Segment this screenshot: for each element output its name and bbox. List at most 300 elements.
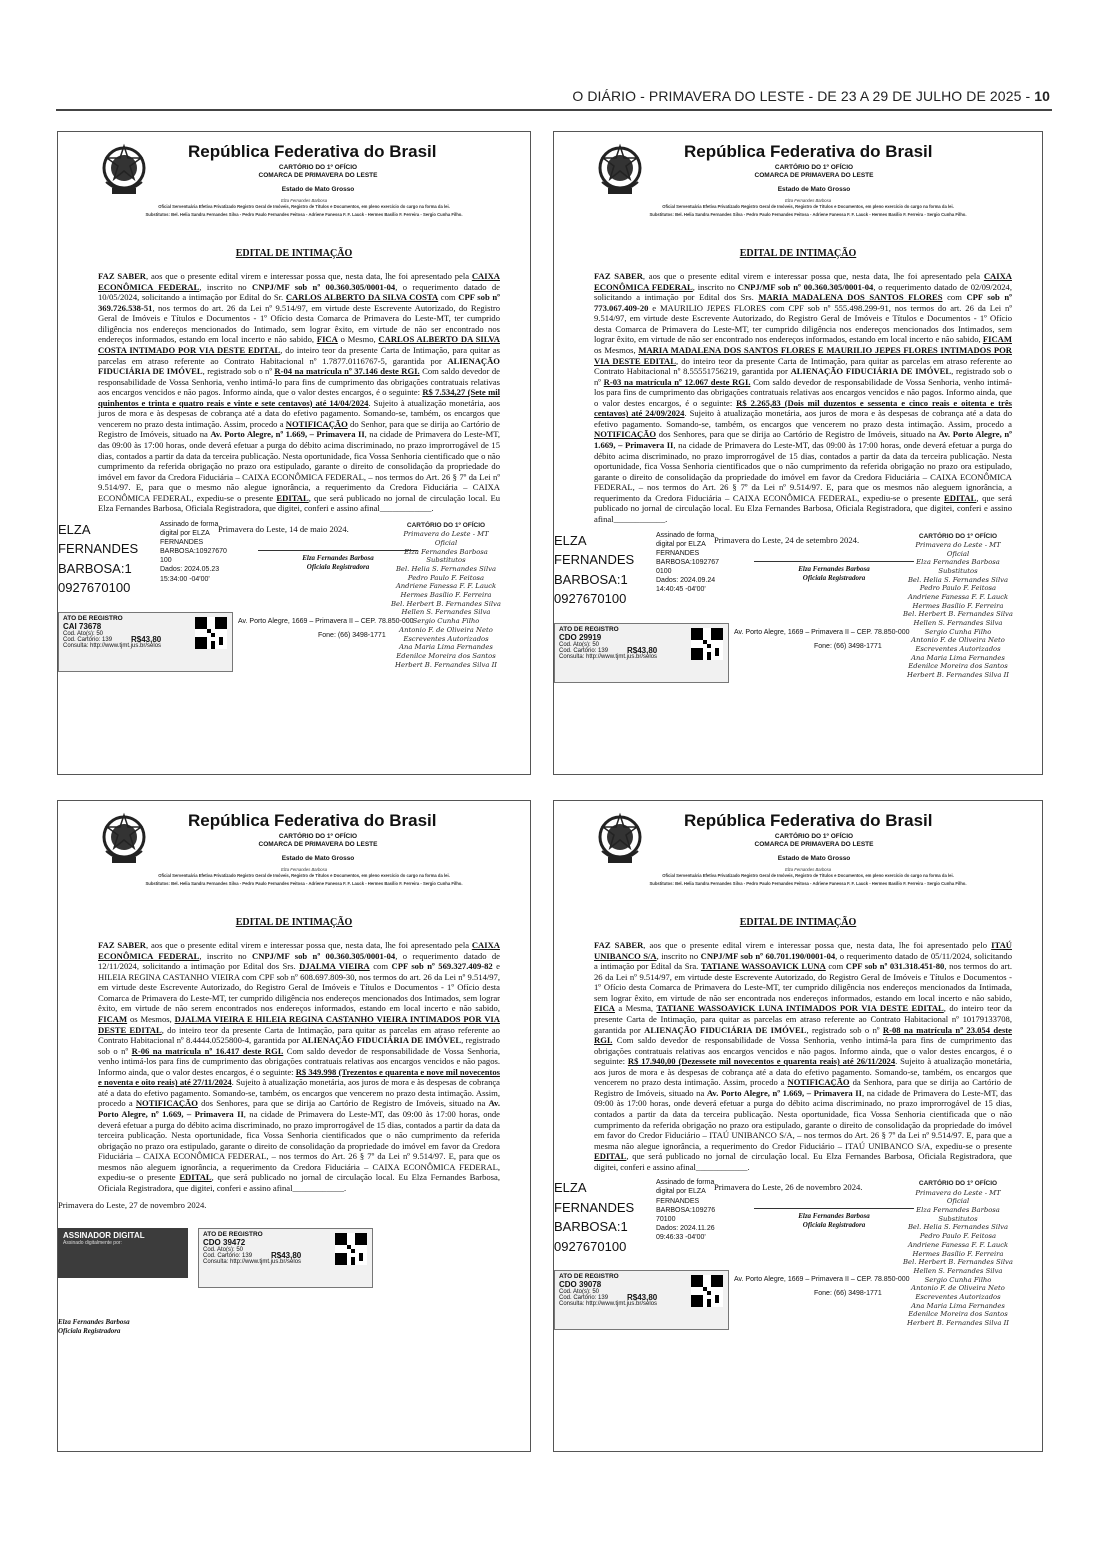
digital-detail-line: 100 — [160, 557, 172, 565]
letterhead-oficial-name: Elza Fernandes Barbosa — [280, 867, 328, 872]
digital-detail-line: Dados: 2024.09.24 — [656, 576, 716, 584]
letterhead-substitutos: Substitutos: Bel. Helia Sandra Fernandes Silva - Pedro Paulo Fernandes Feitosa - Adriene Fanessa F. F. Lauck - Hermes Basílio F. Ferreira - Sergio Cunha Filho. — [145, 212, 463, 217]
letterhead-oficial-name: Elza Fernandes Barbosa — [280, 198, 328, 203]
body-cnpj: CNPJ/MF sob nº 00.360.305/0001-04 — [251, 950, 396, 961]
cartorio-address: Av. Porto Alegre, 1669 – Primavera II – CEP. 78.850-000 — [734, 628, 910, 636]
body-cpf: CPF sob nº 773.067.409-20 — [594, 292, 1012, 313]
body-matricula: R-08 na matrícula nº 23.054 deste RGI. — [594, 1024, 1012, 1046]
body-segment: , do inteiro teor da presente Carta de Intimação, para quitar as parcelas em atraso referente ao Contrato Habitacional nº 8.55551756219, garantida por — [594, 355, 1012, 377]
letterhead-estado: Estado de Mato Grosso — [777, 186, 851, 193]
stamp-line: Oficial — [434, 538, 458, 547]
body-faz-saber: FAZ SABER — [594, 271, 643, 281]
body-segment: Com saldo devedor de responsabilidade de Vossa Senhoria, venho intimá-los para fins de cumprimento das obrigações contratuais relativas aos encargos vencidos e não pagos. Informo ainda, que o valor destes encargos, é o seguinte: — [98, 1045, 500, 1077]
letterhead-cartorio: CARTÓRIO DO 1º OFÍCIO — [774, 164, 854, 171]
body-segment: . Sujeito à atualização monetária, aos juros de mora e às despesas de cobrança até a data do efetivo pagamento. Somando-se, também, os encargos que vencerem no prazo desta intimação. Assim, procedo a — [98, 397, 500, 429]
body-segment: os Mesmos, — [127, 1013, 175, 1024]
body-segment: da Senhora, para que se dirija ao Cartório de Registro de Imóveis, situado na — [594, 1077, 1012, 1098]
seal-code: CDO 29919 — [559, 632, 602, 642]
body-amount: R$ 2.265,83 (Dois mil duzentos e sessenta e cinco reais e oitenta e três centavos) até 24/09/2024 — [594, 397, 1012, 419]
stamp-line: Bel. Herbert B. Fernandes Silva — [903, 610, 1013, 619]
document-content — [58, 801, 530, 1350]
body-matricula: R-03 na matrícula nº 12.067 deste RGI. — [603, 376, 751, 387]
body-notificacao: NOTIFICAÇÃO — [787, 1077, 850, 1088]
seal-consulta[interactable]: Consulta: http://www.tjmt.jus.br/selos — [559, 1301, 658, 1308]
digital-name-line: ELZA — [58, 521, 91, 537]
seal-code: CDO 39078 — [559, 1280, 602, 1290]
body-segment: , do inteiro teor da presente Carta de Intimação, para quitar as parcelas em atraso referente ao Contrato Habitacional nº 10179133708, garantida por — [594, 1003, 1012, 1035]
letterhead-oficial-name: Elza Fernandes Barbosa — [784, 198, 832, 203]
seal-consulta[interactable]: Consulta: http://www.tjmt.jus.br/selos — [63, 642, 162, 649]
body-cnpj: CNPJ/MF sob nº 60.701.190/0001-04 — [700, 950, 836, 961]
cartorio-stamp — [376, 522, 516, 669]
stamp-line: Substitutos — [426, 556, 466, 565]
body-segment: e MAURILIO JEPES FLORES com CPF sob nº 555.498.299-91, nos termos do art. 26 da Lei nº 9.514/97, em virtude deste Escrevente Autorizado, do Registro Geral de Imóveis e Títulos e Documentos - 1º Ofício desta Comarca de Primavera do Leste-MT, ter cumprido diligência nos endereços mencionados dos Intimados, sem lograr êxito, em virtude de não ser encontrado nos endereços informados, estando em local incerto e não sabido, — [594, 302, 1012, 345]
stamp-line: Ana Maria Lima Fernandes — [399, 643, 493, 652]
body-segment: , do inteiro teor da presente Carta de Intimação, para quitar as parcelas em atraso referente ao Contrato Habitacional nº 8.4444.0525800-4, garantida por — [98, 1024, 500, 1046]
letterhead-cartorio: CARTÓRIO DO 1º OFÍCIO — [774, 833, 854, 840]
body-edital: EDITAL — [179, 1172, 212, 1183]
cartorio-address: Av. Porto Alegre, 1669 – Primavera II – CEP. 78.850-000 — [238, 617, 414, 625]
stamp-line: Sergio Cunha Filho — [924, 627, 992, 636]
stamp-head: CARTÓRIO DO 1º OFÍCIO — [918, 532, 998, 540]
digital-name-line: ELZA — [554, 532, 587, 548]
stamp-line: Elza Fernandes Barbosa — [916, 1206, 1000, 1215]
digital-detail-line: 09:46:33 -04'00' — [656, 1233, 706, 1241]
body-intimado: TATIANE WASSOAVICK LUNA INTIMADOS POR VIA DESTE EDITAL — [656, 1003, 944, 1014]
seal-consulta[interactable]: Consulta: http://www.tjmt.jus.br/selos — [559, 653, 658, 660]
letterhead-comarca: COMARCA DE PRIMAVERA DO LESTE — [258, 841, 378, 848]
letterhead-estado: Estado de Mato Grosso — [281, 855, 355, 862]
stamp-line: Herbert B. Fernandes Silva II — [907, 1319, 1009, 1327]
digital-detail-line: 70100 — [656, 1215, 676, 1223]
body-debtor: CARLOS ALBERTO DA SILVA COSTA — [285, 292, 439, 303]
digital-name-line: FERNANDES — [554, 552, 635, 567]
assinador-title: ASSINADOR DIGITAL — [63, 1230, 145, 1240]
body-cpf: CPF sob nº 369.726.538-51 — [98, 292, 500, 313]
digital-detail-line: 15:34:00 -04'00' — [160, 575, 210, 583]
digital-name-line: BARBOSA:1 — [58, 560, 132, 576]
digital-detail-line: FERNANDES — [656, 1197, 700, 1205]
body-creditor: CAIXA ECONÔMICA FEDERAL — [594, 271, 1012, 292]
letterhead-comarca: COMARCA DE PRIMAVERA DO LESTE — [258, 172, 378, 179]
digital-name-line: FERNANDES — [58, 541, 139, 557]
body-segment: Com saldo devedor de responsabilidade de Vossa Senhoria, venho intimá-los para fins de cumprimento das obrigações contratuais relativas aos encargos vencidos e não pagos. Informo ainda, que o valor destes encargos, é o seguinte: — [594, 376, 1012, 408]
digital-detail-line: Assinado de forma — [160, 520, 219, 528]
signature-role: Oficiala Registradora — [802, 573, 866, 582]
letterhead-title: República Federativa do Brasil — [188, 142, 437, 161]
body-segment: , registrado sob o nº — [98, 1035, 500, 1056]
body-debtor: MARIA MADALENA DOS SANTOS FLORES — [758, 292, 943, 303]
letterhead — [554, 801, 1042, 911]
edital-title: EDITAL DE INTIMAÇÃO — [739, 248, 857, 259]
stamp-line: Pedro Paulo F. Feitosa — [919, 584, 997, 593]
stamp-line: Sergio Cunha Filho — [924, 1275, 992, 1284]
body-intimado: MARIA MADALENA DOS SANTOS FLORES E MAURILIO JEPES FLORES INTIMADOS POR VIA DESTE EDITAL — [594, 344, 1012, 366]
body-segment: e HILEIA REGINA CASTANHO VIEIRA com CPF sob nº 608.697.809-30, nos termos do art. 26 da Lei nº 9.514/97, em virtude deste Escrevente Autorizado, do Registro Geral de Imóveis e Títulos e Documentos - 1º Ofício desta Comarca de Primavera do Leste-MT, ter cumprido diligência nos endereços mencionados dos Intimados, sem lograr êxito, em virtude de não serem encontrados nos endereços informados, estando em local incerto e não sabido, — [98, 961, 500, 1014]
body-amount: R$ 349.998 (Trezentos e quarenta e nove mil novecentos e noventa e oito reais) até 27/11/2024 — [98, 1066, 500, 1088]
body-matricula: R-06 na matrícula nº 16.417 deste RGI. — [131, 1045, 284, 1056]
body-creditor: CAIXA ECONÔMICA FEDERAL — [98, 271, 500, 292]
document-content — [554, 801, 1042, 1328]
letterhead — [58, 132, 530, 242]
cartorio-phone: Fone: (66) 3498-1771 — [814, 642, 882, 650]
stamp-line: Andriene Fanessa F. F. Lauck — [907, 592, 1009, 601]
body-intimado: CARLOS ALBERTO DA SILVA COSTA INTIMADO POR VIA DESTE EDITAL — [98, 334, 500, 355]
digital-signature-name — [58, 520, 138, 598]
seal-ato: ATO DE REGISTRO — [559, 1273, 619, 1281]
stamp-line: Herbert B. Fernandes Silva II — [395, 660, 497, 669]
body-segment: com — [942, 292, 967, 303]
stamp-line: Andriene Fanessa F. F. Lauck — [907, 1240, 1009, 1249]
letterhead-substitutos: Substitutos: Bel. Helia Sandra Fernandes Silva - Pedro Paulo Fernandes Feitosa - Adriene Fanessa F. F. Lauck - Hermes Basílio F. Ferreira - Sergio Cunha Filho. — [649, 881, 967, 886]
coat-of-arms-icon — [594, 142, 646, 198]
registry-seal — [554, 623, 729, 683]
body-faz-saber: FAZ SABER — [98, 271, 147, 281]
stamp-line: Bel. Helia S. Fernandes Silva — [395, 565, 497, 573]
edital-body — [98, 271, 500, 514]
body-notificacao: NOTIFICAÇÃO — [135, 1098, 198, 1109]
edital-body — [594, 940, 1012, 1172]
document-content — [58, 132, 530, 670]
signature-person: Elza Fernandes Barbosa — [58, 1317, 130, 1326]
digital-signature-details — [656, 1178, 715, 1242]
signature-role: Oficiala Registradora — [306, 563, 370, 572]
letterhead-title: República Federativa do Brasil — [684, 811, 933, 830]
signature-role: Oficiala Registradora — [58, 1326, 121, 1335]
digital-name-line: BARBOSA:1 — [554, 571, 628, 587]
stamp-line: Bel. Helia S. Fernandes Silva — [907, 575, 1009, 584]
stamp-line: Elza Fernandes Barbosa — [404, 547, 488, 556]
body-edital: EDITAL — [594, 1151, 627, 1162]
body-faz-saber: FAZ SABER — [98, 940, 147, 950]
body-matricula: R-04 na matrícula nº 37.146 deste RGI. — [274, 366, 420, 377]
body-segment: , nos termos do art. 26 da Lei nº 9.514/97, em virtude deste Escrevente Autorizado, do Registro Geral de Imóveis e Títulos e Documentos - 1º Ofício desta Comarca de Primavera do Leste-MT, ter cumprido diligência nos endereços mencionados do Intimado, sem lograr êxito, em virtude de não ser encontrado nos endereços informados, estando em local incerto e não sabido, — [98, 302, 500, 345]
seal-code: CDO 39472 — [203, 1237, 246, 1247]
digital-name-line: BARBOSA:1 — [554, 1219, 628, 1235]
digital-detail-line: Dados: 2024.05.23 — [160, 566, 220, 574]
body-segment: . Sujeito à atualização monetária, aos juros de mora e às despesas de cobrança até a data do efetivo pagamento. Somando-se, também, os encargos que vencerem no prazo desta intimação. Assim, procedo a — [594, 408, 1012, 429]
registry-seal — [198, 1228, 373, 1288]
digital-detail-line: Assinado de forma — [656, 531, 715, 539]
qr-code-icon — [335, 1233, 367, 1265]
body-fica: FICA — [316, 334, 338, 345]
stamp-line: Ana Maria Lima Fernandes — [911, 1301, 1005, 1310]
seal-code: CAI 73678 — [63, 621, 102, 631]
body-segment: , que será publicado no jornal de circulação local. Eu Elza Fernandes Barbosa, Oficiala Registradora, que digitei, conferi e assino afinal____________. — [98, 492, 500, 514]
digital-detail-line: Assinado de forma — [656, 1179, 715, 1187]
body-segment: , o requerimento datado de 05/11/2024, solicitando a intimação por Edital da Sra. — [594, 950, 1012, 972]
letterhead-estado: Estado de Mato Grosso — [777, 855, 851, 862]
body-fica: FICA — [594, 1003, 616, 1014]
stamp-line: Primavera do Leste - MT — [403, 530, 489, 539]
body-creditor: CAIXA ECONÔMICA FEDERAL — [98, 940, 500, 961]
digital-detail-line: Dados: 2024.11.26 — [656, 1224, 715, 1232]
body-segment: do Senhor, para que se dirija ao Cartório de Registro de Imóveis, situado na — [98, 418, 500, 440]
body-address: Av. Porto Alegre, nº 1.669, – Primavera II — [594, 429, 1012, 450]
digital-signature-name — [554, 1178, 634, 1256]
seal-value: R$43,80 — [627, 645, 658, 655]
seal-consulta[interactable]: Consulta: http://www.tjmt.jus.br/selos — [203, 1258, 302, 1265]
cartorio-phone: Fone: (66) 3498-1771 — [318, 631, 386, 639]
body-segment: Com saldo devedor de responsabilidade de Vossa Senhoria, venho intimá-la para fins de cumprimento das obrigações contratuais relativas aos encargos vencidos e não pagos. Informo ainda, que o valor destes encargos, é o seguinte: — [594, 1035, 1012, 1067]
body-edital: EDITAL — [944, 492, 977, 503]
seal-ato: ATO DE REGISTRO — [63, 614, 123, 622]
body-segment: , registrado sob o nº — [806, 1024, 883, 1035]
digital-detail-line: digital por ELZA — [160, 530, 210, 538]
letterhead-substitutos: Substitutos: Bel. Helia Sandra Fernandes Silva - Pedro Paulo Fernandes Feitosa - Adriene Fanessa F. F. Lauck - Hermes Basílio F. Ferreira - Sergio Cunha Filho. — [145, 881, 463, 886]
body-segment: , que será publicado no jornal de circulação local. Eu Elza Fernandes Barbosa, Oficiala Registradora, que digitei, conferi e assino afinal____________. — [98, 1172, 500, 1193]
body-amount: R$ 17.940,00 (Dezessete mil novecentos e quarenta reais) até 26/11/2024 — [627, 1056, 896, 1067]
letterhead-comarca: COMARCA DE PRIMAVERA DO LESTE — [754, 841, 874, 848]
body-segment: os Mesmos, — [594, 344, 639, 355]
stamp-line: Pedro Paulo F. Feitosa — [407, 573, 485, 582]
letterhead-title: República Federativa do Brasil — [188, 811, 437, 830]
body-segment: , inscrito no — [199, 950, 252, 961]
stamp-line: Hellen S. Fernandes Silva — [401, 608, 491, 617]
seal-qtd: Cod. Ato(s): 50 — [203, 1246, 244, 1253]
letterhead-oficial-line: Oficial Serventuária Efetiva Privatizado Registro Geral de Imóveis, Registro de Títulos e Documentos, em pleno exercício do cargo na forma da lei. — [158, 204, 450, 209]
body-debtor: DJALMA VIEIRA — [299, 961, 370, 972]
body-cpf: CPF sob nº 569.327.409-82 — [391, 961, 493, 972]
stamp-line: Hermes Basílio F. Ferreira — [400, 591, 492, 600]
signature-block — [58, 520, 520, 670]
digital-detail-line: digital por ELZA — [656, 540, 706, 548]
seal-ato: ATO DE REGISTRO — [203, 1230, 263, 1238]
signature-person: Elza Fernandes Barbosa — [798, 564, 870, 573]
body-address: Av. Porto Alegre, nº 1.669, – Primavera II — [706, 1087, 862, 1098]
edital-title: EDITAL DE INTIMAÇÃO — [235, 248, 353, 259]
stamp-line: Pedro Paulo F. Feitosa — [919, 1232, 997, 1241]
body-segment: . Sujeito à atualização monetária, aos juros de mora e às despesas de cobrança até a data do efetivo pagamento. Somando-se, também, os encargos que vencerem no prazo desta intimação. Assim, procedo a — [98, 1077, 500, 1109]
seal-cartorio: Cod. Cartório: 139 — [63, 636, 113, 643]
body-notificacao: NOTIFICAÇÃO — [594, 429, 657, 440]
cartorio-phone: Fone: (66) 3498-1771 — [814, 1290, 882, 1298]
qr-code-icon — [691, 1275, 723, 1307]
stamp-head: CARTÓRIO DO 1º OFÍCIO — [406, 521, 486, 529]
signature-person: Elza Fernandes Barbosa — [302, 553, 374, 562]
stamp-line: Herbert B. Fernandes Silva II — [907, 671, 1009, 680]
letterhead-oficial-line: Oficial Serventuária Efetiva Privatizado Registro Geral de Imóveis, Registro de Títulos e Documentos, em pleno exercício do cargo na forma da lei. — [662, 204, 954, 209]
digital-detail-line: FERNANDES — [656, 549, 700, 557]
body-segment: , na cidade de Primavera do Leste-MT, das 09:00 às 17:00 horas, onde deverá efetuar a purga do débito acima discriminado, no prazo improrrogável de 15 dias, contados a partir da data da terceira publicação. Nesta oportunidade, fica Vossa Senhoria cientificado que o não cumprimento da referida obrigação no prazo ora estipulado, garante o direito de consolidação da propriedade do imóvel em favor da Credora Fiduciária – CAIXA ECONÔMICA FEDERAL, – nos termos do Art. 26 § 7º da Lei nº 9.514/97. E, para que o mesmo não alegue ignorância, a requerimento da Credora Fiduciária – CAIXA ECONÔMICA FEDERAL, expediu-se o presente — [98, 429, 501, 503]
edital-title: EDITAL DE INTIMAÇÃO — [235, 917, 353, 928]
digital-signature-name — [554, 531, 634, 609]
cartorio-stamp — [888, 1180, 1028, 1327]
body-segment: , na cidade de Primavera do Leste-MT, das 09:00 às 17:00 horas, onde deverá efetuar a purga do débito acima discriminado, no prazo improrrogável de 15 dias, contados a partir da data da terceira publicação. Nesta oportunidade, fica Vossa Senhoria cientificada que o não cumprimento da referida obrigação no prazo ora estipulado, garante o direito de consolidação da propriedade do imóvel em favor do Credor Fiduciário – ITAÚ UNIBANCO S/A, – nos termos do Art. 26 § 7º da Lei nº 9.514/97. E, para que a mesma não alegue ignorância, a requerimento do Credor Fiduciário – ITAÚ UNIBANCO S/A, expediu-se o presente — [594, 1087, 1013, 1151]
body-segment: , aos que o presente edital virem e interessar possa que, nesta data, lhe foi apresentado pela — [146, 271, 472, 281]
place-date: Primavera do Leste, 14 de maio 2024. — [218, 523, 349, 534]
seal-qtd: Cod. Ato(s): 50 — [559, 641, 600, 648]
body-segment: , aos que o presente edital virem e interessar possa que, nesta data, lhe foi apresentado pela — [642, 271, 984, 281]
body-alienacao: ALIENAÇÃO FIDUCIÁRIA DE IMÓVEL — [644, 1024, 807, 1035]
coat-of-arms-icon — [98, 142, 150, 198]
stamp-line: Antonio F. de Oliveira Neto — [399, 625, 493, 634]
digital-detail-line: BARBOSA:109276 — [656, 1206, 716, 1214]
body-segment: , inscrito no — [692, 281, 738, 292]
digital-detail-line: 0100 — [656, 567, 672, 575]
seal-qtd: Cod. Ato(s): 50 — [559, 1289, 600, 1296]
qr-code-icon — [691, 628, 723, 660]
seal-value: R$43,80 — [627, 1293, 658, 1303]
stamp-line: Hellen S. Fernandes Silva — [913, 619, 1003, 627]
seal-ato: ATO DE REGISTRO — [559, 625, 619, 633]
assinador-subtitle: Assinado digitalmente por: — [63, 1239, 122, 1246]
stamp-line: Elza Fernandes Barbosa — [916, 558, 1000, 567]
letterhead-oficial-name: Elza Fernandes Barbosa — [784, 867, 832, 872]
registry-seal — [554, 1270, 729, 1330]
body-faz-saber: FAZ SABER — [594, 940, 644, 950]
seal-cartorio: Cod. Cartório: 139 — [559, 1295, 609, 1302]
body-segment: , que será publicado no jornal de circulação local. Eu Elza Fernandes Barbosa, Oficiala Registradora, que digitei, conferi e assino afinal____________. — [594, 1151, 1012, 1172]
body-segment: com — [369, 961, 392, 972]
body-debtor: TATIANE WASSOAVICK LUNA — [700, 961, 826, 972]
body-segment: com — [825, 961, 846, 972]
edital-body — [594, 271, 1012, 525]
body-segment: com — [438, 292, 459, 303]
body-segment: , na cidade de Primavera do Leste-MT, das 09:00 às 17:00 horas, onde deverá efetuar a purga do débito acima discriminado, no prazo improrrogável de 15 dias, contados a partir da data da terceira publicação. Nesta oportunidade, fica Vossa Senhoria cientificados que o não cumprimento da referida obrigação no prazo ora estipulado, garante o direito de consolidação da propriedade do imóvel em favor da Credora Fiduciária – CAIXA ECONÔMICA FEDERAL, – nos termos do Art. 26 § 7º da Lei nº 9.514/97. E, para que os mesmos não aleguem ignorância, a requerimento da Credora Fiduciária – CAIXA ECONÔMICA FEDERAL, expediu-se o presente — [98, 1109, 501, 1183]
body-address: Av. Porto Alegre, nº 1.669, – Primavera II — [210, 429, 365, 440]
edital-body — [98, 940, 500, 1194]
stamp-line: Bel. Helia S. Fernandes Silva — [907, 1223, 1009, 1232]
stamp-line: Edenilce Moreira dos Santos — [908, 1310, 1008, 1319]
body-alienacao: ALIENAÇÃO FIDUCIÁRIA DE IMÓVEL — [301, 1035, 462, 1046]
stamp-line: Bel. Herbert B. Fernandes Silva — [903, 1258, 1013, 1267]
digital-detail-line: FERNANDES — [160, 539, 204, 547]
stamp-line: Oficial — [946, 1197, 970, 1206]
body-segment: , inscrito no — [199, 281, 252, 292]
stamp-line: Substitutos — [938, 566, 978, 575]
body-amount: R$ 7.534,27 (Sete mil quinhentos e trinta e quatro reais e vinte e sete centavos) até 14/04/2024 — [98, 387, 500, 408]
body-cnpj: CNPJ/MF sob nº 00.360.305/0001-04 — [737, 281, 874, 292]
stamp-line: Oficial — [946, 549, 970, 558]
place-date: Primavera do Leste, 27 de novembro 2024. — [58, 1199, 207, 1210]
seal-cartorio: Cod. Cartório: 139 — [559, 647, 609, 654]
body-segment: , registrado sob o nº — [594, 366, 1012, 387]
body-segment: , aos que o presente edital virem e interessar possa que, nesta data, lhe foi apresentado pelo — [643, 940, 992, 950]
header-rule — [56, 109, 1052, 111]
body-segment: a Mesma, — [615, 1003, 657, 1014]
body-notificacao: NOTIFICAÇÃO — [285, 418, 348, 429]
digital-detail-line: BARBOSA:1092767 — [656, 558, 720, 566]
digital-name-line: 0927670100 — [554, 1238, 627, 1254]
page-header — [60, 88, 1050, 110]
body-fica: FICAM — [982, 334, 1012, 345]
body-segment: o Mesmo, — [337, 334, 379, 345]
stamp-line: Edenilce Moreira dos Santos — [396, 651, 496, 660]
stamp-line: Hermes Basílio F. Ferreira — [912, 1249, 1004, 1258]
body-segment: , o requerimento datado de 02/09/2024, solicitando a intimação por Edital dos Srs. — [594, 281, 1012, 303]
digital-name-line: 0927670100 — [58, 580, 131, 596]
signature-block — [554, 531, 1032, 681]
body-segment: , nos termos do art. 26 da Lei nº 9.514/97, em virtude deste Escrevente Autorizado, do Registro Geral de Imóveis e Títulos e Documentos - 1º Ofício desta Comarca de Primavera do Leste-MT, ter cumprido diligência nos endereços mencionados da Intimada, sem lograr êxito, em virtude de não ser encontrada nos endereços informados, estando em local incerto e não sabido, — [594, 961, 1012, 1003]
digital-detail-line: digital por ELZA — [656, 1188, 706, 1196]
body-cnpj: CNPJ/MF sob nº 00.360.305/0001-04 — [251, 281, 396, 292]
digital-name-line: FERNANDES — [554, 1199, 635, 1215]
letterhead-estado: Estado de Mato Grosso — [281, 186, 355, 193]
signature-person: Elza Fernandes Barbosa — [798, 1212, 870, 1221]
seal-qtd: Cod. Ato(s): 50 — [63, 630, 104, 637]
body-segment: , aos que o presente edital virem e interessar possa que, nesta data, lhe foi apresentado pela — [146, 940, 472, 950]
signature-name — [58, 1318, 130, 1336]
body-segment: . Sujeito à atualização monetária, aos juros de mora e às despesas de cobrança até a data do efetivo pagamento. Somando-se, também, os encargos que vencerem no prazo desta intimação. Assim, procedo a — [594, 1056, 1012, 1088]
stamp-line: Escreventes Autorizados — [915, 645, 1001, 654]
signature-role: Oficiala Registradora — [802, 1221, 866, 1230]
body-segment: , do inteiro teor da presente Carta de Intimação, para quitar as parcelas em atraso referente ao Contrato Habitacional nº 1.7877.0116767-5, garantida por — [98, 344, 500, 366]
body-address: Av. Porto Alegre, nº 1.669, – Primavera II — [98, 1098, 500, 1119]
body-segment: , na cidade de Primavera do Leste-MT, das 09:00 às 17:00 horas, onde deverá efetuar a purga do débito acima discriminado, no prazo improrrogável de 15 dias, contados a partir da data da terceira publicação. Nesta oportunidade, fica Vossa Senhoria cientificados que o não cumprimento da referida obrigação no prazo ora estipulado, garante o direito de consolidação da propriedade do imóvel em favor da Credora Fiduciária – CAIXA ECONÔMICA FEDERAL, – nos termos do Art. 26 § 7º da Lei nº 9.514/97. E, para que os mesmos não aleguem ignorância, a requerimento da Credora Fiduciária – CAIXA ECONÔMICA FEDERAL, expediu-se o presente — [594, 440, 1012, 503]
stamp-line: Edenilce Moreira dos Santos — [908, 662, 1008, 671]
edital-document-4 — [553, 800, 1043, 1452]
stamp-line: Hellen S. Fernandes Silva — [913, 1266, 1003, 1275]
edital-document-2 — [553, 131, 1043, 775]
body-alienacao: ALIENAÇÃO FIDUCIÁRIA DE IMÓVEL — [98, 355, 500, 377]
body-intimado: DJALMA VIEIRA E HILEIA REGINA CASTANHO VIEIRA INTIMADOS POR VIA DESTE EDITAL — [98, 1013, 500, 1035]
place-date: Primavera do Leste, 26 de novembro 2024. — [714, 1182, 863, 1193]
page-number: 10 — [1034, 88, 1050, 104]
stamp-line: Andriene Fanessa F. F. Lauck — [395, 582, 497, 591]
letterhead-substitutos: Substitutos: Bel. Helia Sandra Fernandes Silva - Pedro Paulo Fernandes Feitosa - Adriene Fanessa F. F. Lauck - Hermes Basílio F. Ferreira - Sergio Cunha Filho. — [649, 212, 967, 217]
registry-seal — [58, 612, 233, 672]
qr-code-icon — [195, 617, 227, 649]
digital-name-line: ELZA — [554, 1180, 587, 1196]
body-fica: FICAM — [98, 1013, 128, 1024]
stamp-line: Escreventes Autorizados — [403, 634, 489, 643]
body-segment: dos Senhores, para que se dirija ao Cartório de Registro de Imóveis, situado na — [197, 1098, 489, 1109]
seal-value: R$43,80 — [131, 634, 162, 644]
letterhead-cartorio: CARTÓRIO DO 1º OFÍCIO — [278, 833, 358, 840]
stamp-line: Antonio F. de Oliveira Neto — [911, 636, 1005, 645]
stamp-line: Substitutos — [938, 1214, 978, 1223]
body-alienacao: ALIENAÇÃO FIDUCIÁRIA DE IMÓVEL — [790, 366, 952, 377]
assinador-digital-badge — [58, 1228, 188, 1278]
body-segment: , o requerimento datado de 10/05/2024, solicitando a intimação por Edital do Sr. — [98, 281, 500, 303]
body-segment: dos Senhores, para que se dirija ao Cartório de Registro de Imóveis, situado na — [656, 429, 939, 440]
letterhead-cartorio: CARTÓRIO DO 1º OFÍCIO — [278, 164, 358, 171]
body-cpf: CPF sob nº 031.318.451-80 — [845, 961, 945, 972]
cartorio-address: Av. Porto Alegre, 1669 – Primavera II – CEP. 78.850-000 — [734, 1276, 910, 1284]
letterhead — [58, 801, 530, 911]
seal-cartorio: Cod. Cartório: 139 — [203, 1252, 253, 1259]
digital-detail-line: BARBOSA:10927670 — [160, 548, 227, 556]
body-edital: EDITAL — [276, 492, 309, 503]
letterhead — [554, 132, 1042, 242]
digital-signature-details — [160, 520, 227, 584]
body-segment: , que será publicado no jornal de circulação local. Eu Elza Fernandes Barbosa, Oficiala Registradora, que digitei, conferi e assino afinal____________. — [594, 492, 1012, 524]
edital-title: EDITAL DE INTIMAÇÃO — [739, 917, 857, 928]
stamp-head: CARTÓRIO DO 1º OFÍCIO — [918, 1180, 998, 1188]
body-creditor: ITAÚ UNIBANCO S/A — [594, 940, 1012, 961]
header-text: O DIÁRIO - PRIMAVERA DO LESTE - DE 23 A 29 DE JULHO DE 2025 - — [572, 88, 1035, 104]
edital-document-3 — [57, 800, 531, 1452]
coat-of-arms-icon — [98, 811, 150, 867]
body-segment: , registrado sob o nº — [202, 366, 275, 377]
cartorio-stamp — [888, 533, 1028, 680]
edital-document-1 — [57, 131, 531, 775]
body-segment: Com saldo devedor de responsabilidade de Vossa Senhoria, venho intimá-lo para fins de cumprimento das obrigações contratuais relativas aos encargos vencidos e não pagos. Informo ainda, que o valor destes encargos, é o seguinte: — [98, 366, 500, 398]
digital-signature-details — [656, 531, 719, 595]
stamp-line: Escreventes Autorizados — [915, 1292, 1001, 1301]
letterhead-oficial-line: Oficial Serventuária Efetiva Privatizado Registro Geral de Imóveis, Registro de Títulos e Documentos, em pleno exercício do cargo na forma da lei. — [158, 873, 450, 878]
letterhead-oficial-line: Oficial Serventuária Efetiva Privatizado Registro Geral de Imóveis, Registro de Títulos e Documentos, em pleno exercício do cargo na forma da lei. — [662, 873, 954, 878]
letterhead-comarca: COMARCA DE PRIMAVERA DO LESTE — [754, 172, 874, 179]
stamp-line: Primavera do Leste - MT — [915, 540, 1001, 549]
stamp-line: Antonio F. de Oliveira Neto — [911, 1284, 1005, 1293]
seal-value: R$43,80 — [271, 1250, 302, 1260]
digital-name-line: 0927670100 — [554, 591, 627, 606]
stamp-line: Hermes Basílio F. Ferreira — [912, 601, 1004, 610]
letterhead-title: República Federativa do Brasil — [684, 142, 933, 161]
coat-of-arms-icon — [594, 811, 646, 867]
